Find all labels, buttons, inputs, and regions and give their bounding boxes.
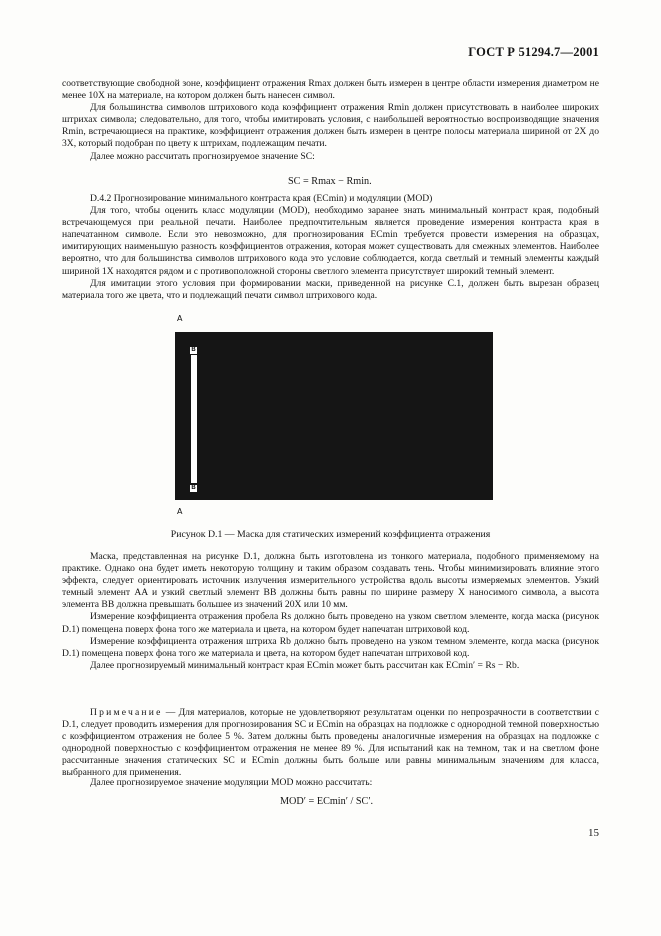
- figure-mask: [175, 312, 493, 518]
- label-a-top: A: [177, 314, 183, 323]
- paragraph: Далее можно рассчитать прогнозируемое значение SC:: [90, 150, 315, 162]
- section-heading: D.4.2 Прогнозирование минимального контраста края (ECmin) и модуляции (MOD): [90, 193, 433, 204]
- label-b-bottom: B: [191, 485, 196, 491]
- formula-mod: MOD′ = ECmin′ / SC′.: [280, 796, 374, 807]
- paragraph: Для имитации этого условия при формировании маски, приведенной на рисунке С.1, должен быть вырезан образец материала того же цвета, что и подлежащий печати символ штрихового кода.: [62, 277, 599, 301]
- note-label: Примечание: [90, 707, 163, 718]
- note-text: — Для материалов, которые не удовлетворяют результатам оценки по непрозрачности в соответствии с D.1, следует проводить измерения для прогнозирования SC и ECmin на образцах на подложке с однородной темной поверхностью с коэффициентом отражения не более 5 %. Затем должны быть проведены аналогичные измерения на образцах на подложке с однородной поверхностью с коэффициентом отражения не менее 89 %. Для испытаний как на темном, так и на светлом фоне рассчитанные значения статических SC и ECmin должны быть больше или равны минимальным значениям для класса, выбранного для применения.: [62, 707, 599, 779]
- figure-caption: Рисунок D.1 — Маска для статических измерений коэффициента отражения: [170, 529, 491, 540]
- text-block-top: [62, 78, 599, 163]
- note-block: [62, 707, 599, 780]
- text-block-mid: [62, 193, 599, 302]
- text-block-bottom: [62, 551, 599, 672]
- paragraph: Далее прогнозируемый минимальный контраст края ECmin может быть рассчитан как ECmin′ = Rs − Rb.: [90, 659, 520, 671]
- document-id-header: ГОСТ Р 51294.7—2001: [468, 45, 599, 59]
- paragraph: Измерение коэффициента отражения пробела Rs должно быть проведено на узком светлом элементе, когда маска (рисунок D.1) помещена поверх фона того же материала и цвета, на котором будет напечатан штриховой код.: [62, 611, 599, 635]
- label-a-bottom: A: [177, 507, 183, 516]
- paragraph: Для того, чтобы оценить класс модуляции (MOD), необходимо заранее знать минимальный контраст края, подобный встречающемуся при реальной печати. Наиболее предпочтительным является проведение измерения контраста края в напечатанном символе. Если это невозможно, для прогнозирования ECmin требуется провести измерения на образцах, имитирующих наименьшую разность коэффициентов отражения, которая может существовать для смежных элементов. Наиболее вероятно, что для большинства символов штрихового кода это условие соблюдается, когда светлый и темный элементы каждый шириной 1X находятся рядом и с противоположной стороны светлого элемента присутствует широкий темный элемент.: [62, 205, 599, 277]
- text-block-mod: [62, 777, 599, 789]
- formula-sc: SC = Rmax − Rmin.: [288, 176, 372, 187]
- paragraph: Маска, представленная на рисунке D.1, должна быть изготовлена из тонкого материала, подобного применяемому на практике. Однако она будет иметь некоторую толщину и таким образом создавать тень. Чтобы минимизировать влияние этого эффекта, следует ориентировать источник излучения измерительного устройства вдоль высоты измеряемых элементов. Узкий темный элемент AA и узкий светлый элемент BB должны быть равны по ширине размеру X наносимого символа, а высота элемента BB должна превышать большее из значений 20X или 10 мм.: [62, 551, 599, 611]
- paragraph: Измерение коэффициента отражения штриха Rb должно быть проведено на узком темном элементе, когда маска (рисунок D.1) помещена поверх фона того же материала и цвета, на котором будет напечатан штриховой код.: [62, 635, 599, 659]
- paragraph: Для большинства символов штрихового кода коэффициент отражения Rmin должен присутствовать в наиболее широких штрихах символа; следовательно, для того, чтобы имитировать условия, с наибольшей вероятностью воспроизводящие значения Rmin, встречающиеся на практике, коэффициент отражения должен быть измерен в центре полосы материала шириной от 2X до 3X, который подобран по цвету к штрихам, подлежащим печати.: [62, 102, 599, 150]
- mask-dark-area: [175, 332, 493, 500]
- page-number: 15: [588, 827, 599, 839]
- paragraph: соответствующие свободной зоне, коэффициент отражения Rmax должен быть измерен в центре области измерения диаметром не менее 10X на материале, на котором должен быть нанесен символ.: [62, 78, 599, 102]
- label-b-top: B: [191, 347, 196, 353]
- paragraph: Далее прогнозируемое значение модуляции MOD можно рассчитать:: [90, 777, 373, 788]
- light-strip: [191, 355, 197, 483]
